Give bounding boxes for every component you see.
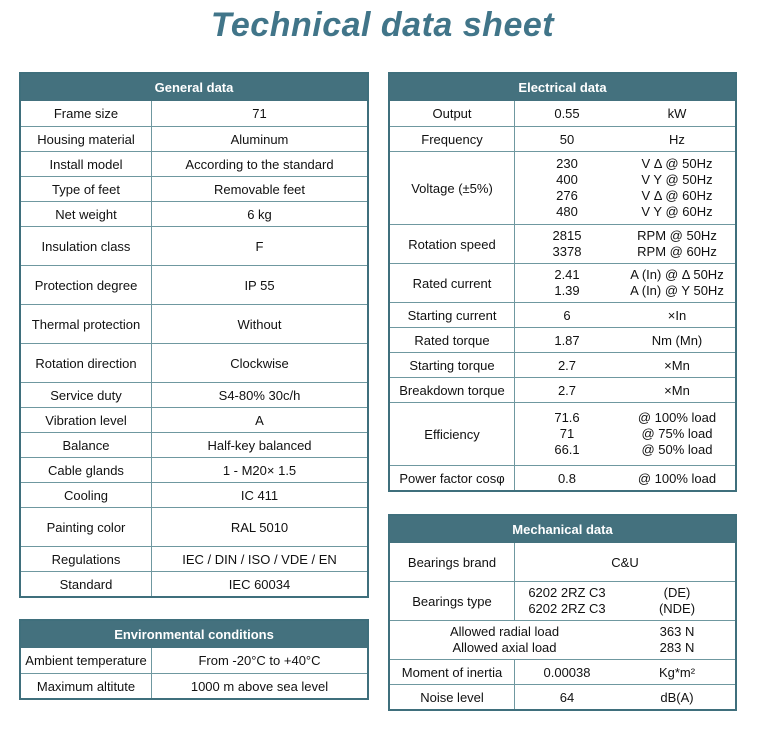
- row-label: Housing material: [21, 127, 152, 151]
- row-unit: Kg*m²: [658, 664, 696, 680]
- row-label: Bearings brand: [390, 543, 515, 581]
- row-label: Install model: [21, 152, 152, 176]
- value-line: 6202 2RZ C3: [528, 585, 606, 600]
- page-title: Technical data sheet: [210, 6, 555, 44]
- row-unit: ×Mn: [664, 382, 690, 398]
- unit-line: (NDE): [658, 601, 696, 616]
- row-value: [515, 582, 619, 620]
- row-value: 0.00038: [543, 664, 591, 680]
- unit-line: RPM @ 60Hz: [637, 244, 717, 259]
- row-value: 1.87: [554, 332, 580, 348]
- row-label: Efficiency: [390, 403, 515, 465]
- row-label: Rotation direction: [21, 344, 152, 382]
- row-unit: kW: [667, 106, 687, 121]
- label-line: Allowed radial load: [449, 624, 560, 639]
- value-line: 400: [556, 172, 578, 187]
- row-label: Breakdown torque: [390, 378, 515, 402]
- table-row: [21, 126, 367, 151]
- table-row: [390, 620, 735, 659]
- row-unit: dB(A): [660, 689, 694, 705]
- table-row: [21, 546, 367, 571]
- table-row: [21, 201, 367, 226]
- value-line: 480: [556, 204, 578, 219]
- row-value: From -20°C to +40°C: [198, 653, 321, 668]
- value-line: 2.41: [554, 267, 580, 282]
- table-row: [390, 581, 735, 620]
- value-line: 2815: [552, 228, 582, 243]
- row-label: Moment of inertia: [390, 660, 515, 684]
- row-value: 6: [563, 307, 571, 323]
- row-value: 64: [559, 689, 575, 705]
- row-label: Standard: [21, 572, 152, 596]
- unit-line: A (In) @ Y 50Hz: [630, 283, 724, 298]
- table-row: [390, 659, 735, 684]
- row-label: Frame size: [21, 101, 152, 126]
- row-label: Cooling: [21, 483, 152, 507]
- row-label: Net weight: [21, 202, 152, 226]
- environmental-conditions-table: [19, 619, 369, 700]
- unit-line: V Δ @ 60Hz: [641, 188, 713, 203]
- row-value: 2.7: [557, 357, 577, 373]
- row-value: Without: [237, 316, 282, 332]
- table-row: [390, 327, 735, 352]
- unit-line: 283 N: [659, 640, 695, 655]
- table-row: [21, 457, 367, 482]
- row-value: 0.55: [554, 106, 580, 121]
- row-unit: Hz: [669, 131, 685, 147]
- table-row: [21, 265, 367, 304]
- table-row: [21, 226, 367, 265]
- row-unit: ×In: [667, 307, 687, 323]
- general-data-table: [19, 72, 369, 598]
- row-value: IC 411: [240, 487, 279, 503]
- row-label: Noise level: [390, 685, 515, 709]
- table-row: [21, 101, 367, 126]
- row-value: [515, 153, 619, 223]
- table-row: [390, 377, 735, 402]
- row-unit: [619, 407, 735, 461]
- content-columns: [19, 72, 737, 711]
- row-label: Balance: [21, 433, 152, 457]
- row-value: 0.8: [557, 470, 577, 486]
- row-unit: [619, 621, 735, 659]
- table-row: [390, 352, 735, 377]
- row-label: Voltage (±5%): [390, 152, 515, 224]
- row-value: IEC 60034: [228, 576, 291, 592]
- table-row: [390, 101, 735, 126]
- row-value: F: [255, 238, 264, 254]
- table-row: [390, 126, 735, 151]
- row-value: 50: [559, 131, 575, 147]
- row-value: [515, 225, 619, 263]
- row-label: Power factor cosφ: [390, 466, 515, 490]
- table-row: [21, 151, 367, 176]
- row-label: [390, 621, 619, 659]
- right-column: [388, 72, 737, 711]
- table-row: [21, 382, 367, 407]
- table-row: [21, 304, 367, 343]
- row-value: According to the standard: [185, 156, 334, 172]
- unit-line: V Δ @ 50Hz: [641, 156, 713, 171]
- row-value: 1000 m above sea level: [190, 678, 329, 694]
- row-label: Thermal protection: [21, 305, 152, 343]
- row-label: Type of feet: [21, 177, 152, 201]
- unit-line: @ 75% load: [641, 426, 713, 441]
- row-value: Clockwise: [230, 355, 289, 371]
- label-line: Allowed axial load: [452, 640, 557, 655]
- row-label: Rated torque: [390, 328, 515, 352]
- row-value: 1 - M20× 1.5: [222, 462, 297, 478]
- table-row: [21, 482, 367, 507]
- row-unit: [619, 264, 735, 302]
- row-label: Insulation class: [21, 227, 152, 265]
- environmental-conditions-header: Environmental conditions: [21, 621, 367, 648]
- electrical-data-table: [388, 72, 737, 492]
- mechanical-data-table: [388, 514, 737, 711]
- unit-line: A (In) @ Δ 50Hz: [630, 267, 724, 282]
- unit-line: RPM @ 50Hz: [637, 228, 717, 243]
- row-value: 6 kg: [247, 206, 272, 222]
- row-value: Half-key balanced: [207, 437, 312, 453]
- table-row: [390, 684, 735, 709]
- row-label: Starting torque: [390, 353, 515, 377]
- row-value: S4-80% 30c/h: [218, 387, 301, 403]
- table-row: [390, 263, 735, 302]
- value-line: 1.39: [554, 283, 580, 298]
- row-value: 2.7: [557, 382, 577, 398]
- table-row: [390, 543, 735, 581]
- table-row: [21, 407, 367, 432]
- row-unit: [619, 225, 735, 263]
- value-line: 3378: [552, 244, 582, 259]
- value-line: 230: [556, 156, 578, 171]
- row-label: Vibration level: [21, 408, 152, 432]
- row-label: Bearings type: [390, 582, 515, 620]
- left-column: [19, 72, 369, 700]
- unit-line: 363 N: [659, 624, 695, 639]
- table-row: [390, 151, 735, 224]
- row-value: [515, 264, 619, 302]
- row-value: Removable feet: [213, 181, 306, 197]
- table-row: [21, 507, 367, 546]
- value-line: 71: [559, 426, 575, 441]
- value-line: 276: [556, 188, 578, 203]
- row-label: Painting color: [21, 508, 152, 546]
- row-label: Cable glands: [21, 458, 152, 482]
- row-unit: [619, 582, 735, 620]
- row-value: Aluminum: [230, 131, 289, 147]
- row-label: Maximum altitute: [21, 674, 152, 698]
- row-label: Regulations: [21, 547, 152, 571]
- row-unit: Nm (Mn): [651, 332, 703, 348]
- table-row: [21, 648, 367, 673]
- unit-line: @ 100% load: [637, 410, 717, 425]
- general-data-header: General data: [21, 74, 367, 101]
- table-row: [390, 402, 735, 465]
- row-value: 71: [252, 106, 267, 121]
- row-value: C&U: [611, 554, 639, 570]
- row-unit: @ 100% load: [637, 470, 717, 486]
- row-unit: [619, 153, 735, 223]
- value-line: 6202 2RZ C3: [528, 601, 606, 616]
- row-value: RAL 5010: [230, 519, 289, 535]
- value-line: 66.1: [554, 442, 580, 457]
- electrical-data-header: Electrical data: [390, 74, 735, 101]
- table-row: [390, 224, 735, 263]
- mechanical-data-header: Mechanical data: [390, 516, 735, 543]
- row-label: Rated current: [390, 264, 515, 302]
- unit-line: (DE): [663, 585, 691, 600]
- unit-line: V Y @ 50Hz: [641, 172, 713, 187]
- value-line: 71.6: [554, 410, 580, 425]
- row-label: Ambient temperature: [21, 648, 152, 673]
- row-label: Rotation speed: [390, 225, 515, 263]
- table-row: [21, 571, 367, 596]
- row-label: Protection degree: [21, 266, 152, 304]
- row-value: A: [255, 412, 264, 428]
- table-row: [21, 673, 367, 698]
- row-label: Output: [390, 101, 515, 126]
- table-row: [21, 176, 367, 201]
- unit-line: V Y @ 60Hz: [641, 204, 713, 219]
- row-label: Frequency: [390, 127, 515, 151]
- row-value: IP 55: [244, 277, 275, 293]
- table-row: [390, 465, 735, 490]
- table-row: [21, 343, 367, 382]
- row-label: Starting current: [390, 303, 515, 327]
- table-row: [21, 432, 367, 457]
- row-value: [515, 407, 619, 461]
- unit-line: @ 50% load: [641, 442, 713, 457]
- row-value: IEC / DIN / ISO / VDE / EN: [182, 551, 337, 567]
- row-unit: ×Mn: [664, 357, 690, 373]
- table-row: [390, 302, 735, 327]
- row-label: Service duty: [21, 383, 152, 407]
